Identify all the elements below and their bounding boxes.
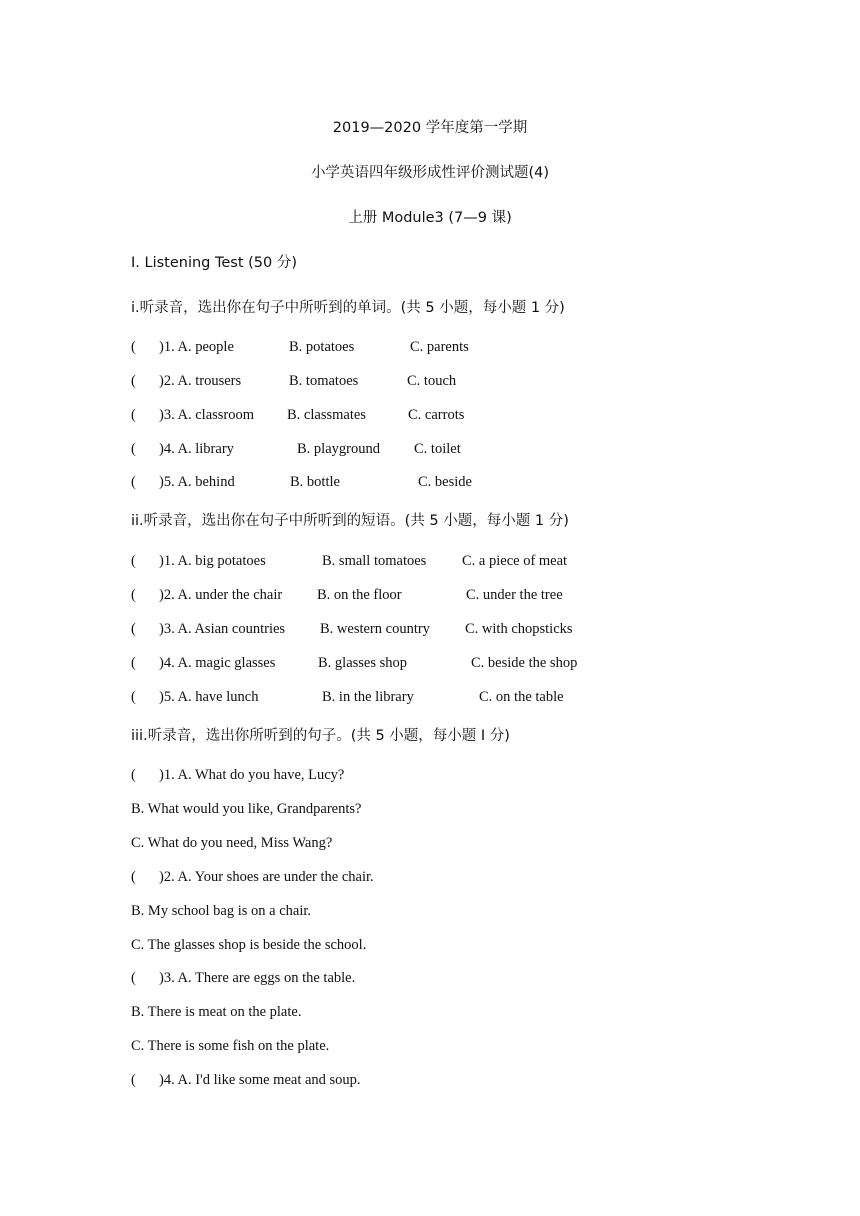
question-row: [131, 372, 241, 390]
option-a: )3. A. There are eggs on the table.: [159, 970, 356, 986]
question-row: [131, 620, 285, 638]
option-a: )3. A. classroom: [159, 407, 255, 423]
option-c: C. What do you need, Miss Wang?: [131, 835, 333, 851]
question-row: [131, 440, 234, 458]
answer-blank[interactable]: (: [131, 655, 136, 671]
option-b: B. western country: [320, 621, 430, 637]
option-a: )4. A. library: [159, 441, 234, 457]
option-a: )2. A. Your shoes are under the chair.: [159, 869, 374, 885]
answer-blank[interactable]: (: [131, 474, 136, 490]
option-b: B. My school bag is on a chair.: [131, 903, 312, 919]
option-b: B. tomatoes: [289, 373, 359, 389]
question-row: [131, 406, 254, 424]
question-row: [131, 969, 355, 987]
option-a: )4. A. magic glasses: [159, 655, 276, 671]
worksheet-subtitle: 上册 Module3 (7—9 课): [348, 210, 512, 226]
question-row: [131, 868, 374, 886]
option-a: )5. A. have lunch: [159, 689, 259, 705]
option-c: C. under the tree: [466, 587, 563, 603]
answer-blank[interactable]: (: [131, 339, 136, 355]
section-ii-heading: ii.听录音，选出你在句子中所听到的短语。(共 5 小题，每小题 1 分): [131, 513, 569, 529]
option-b: B. classmates: [287, 407, 366, 423]
question-row: [131, 552, 266, 570]
option-b: B. potatoes: [289, 339, 355, 355]
option-b: B. in the library: [322, 689, 414, 705]
answer-blank[interactable]: (: [131, 553, 136, 569]
option-c: C. parents: [410, 339, 469, 355]
option-a: )1. A. big potatoes: [159, 553, 266, 569]
school-year: 2019—2020 学年度第一学期: [332, 120, 528, 136]
option-c: C. The glasses shop is beside the school.: [131, 937, 367, 953]
option-c: C. There is some fish on the plate.: [131, 1038, 330, 1054]
option-b: B. bottle: [290, 474, 340, 490]
question-row: [131, 1071, 361, 1089]
option-b: B. playground: [297, 441, 380, 457]
answer-blank[interactable]: (: [131, 587, 136, 603]
option-c: C. touch: [407, 373, 457, 389]
answer-blank[interactable]: (: [131, 970, 136, 986]
option-a: )2. A. trousers: [159, 373, 242, 389]
answer-blank[interactable]: (: [131, 407, 136, 423]
answer-blank[interactable]: (: [131, 689, 136, 705]
question-row: [131, 688, 258, 706]
section-iii-heading: iii.听录音，选出你所听到的句子。(共 5 小题，每小题 I 分): [131, 728, 510, 744]
worksheet-title: 小学英语四年级形成性评价测试题(4): [310, 165, 550, 181]
question-row: [131, 654, 275, 672]
answer-blank[interactable]: (: [131, 1072, 136, 1088]
option-a: )1. A. What do you have, Lucy?: [159, 767, 345, 783]
option-c: C. on the table: [479, 689, 564, 705]
option-b: B. What would you like, Grandparents?: [131, 801, 362, 817]
option-a: )5. A. behind: [159, 474, 235, 490]
question-row: [131, 338, 234, 356]
option-c: C. beside the shop: [471, 655, 578, 671]
option-b: B. glasses shop: [318, 655, 408, 671]
part1-heading: Ⅰ. Listening Test (50 分): [131, 255, 298, 271]
answer-blank[interactable]: (: [131, 373, 136, 389]
answer-blank[interactable]: (: [131, 869, 136, 885]
option-c: C. carrots: [408, 407, 465, 423]
answer-blank[interactable]: (: [131, 621, 136, 637]
section-i-heading: i.听录音，选出你在句子中所听到的单词。(共 5 小题，每小题 1 分): [131, 300, 565, 316]
option-a: )3. A. Asian countries: [159, 621, 286, 637]
answer-blank[interactable]: (: [131, 441, 136, 457]
option-b: B. small tomatoes: [322, 553, 427, 569]
option-c: C. a piece of meat: [462, 553, 568, 569]
option-a: )2. A. under the chair: [159, 587, 283, 603]
option-c: C. beside: [418, 474, 472, 490]
question-row: [131, 473, 235, 491]
question-row: [131, 586, 282, 604]
answer-blank[interactable]: (: [131, 767, 136, 783]
option-c: C. toilet: [414, 441, 461, 457]
option-b: B. There is meat on the plate.: [131, 1004, 302, 1020]
option-b: B. on the floor: [317, 587, 402, 603]
option-a: )4. A. I'd like some meat and soup.: [159, 1072, 361, 1088]
question-row: [131, 766, 344, 784]
option-c: C. with chopsticks: [465, 621, 573, 637]
option-a: )1. A. people: [159, 339, 234, 355]
